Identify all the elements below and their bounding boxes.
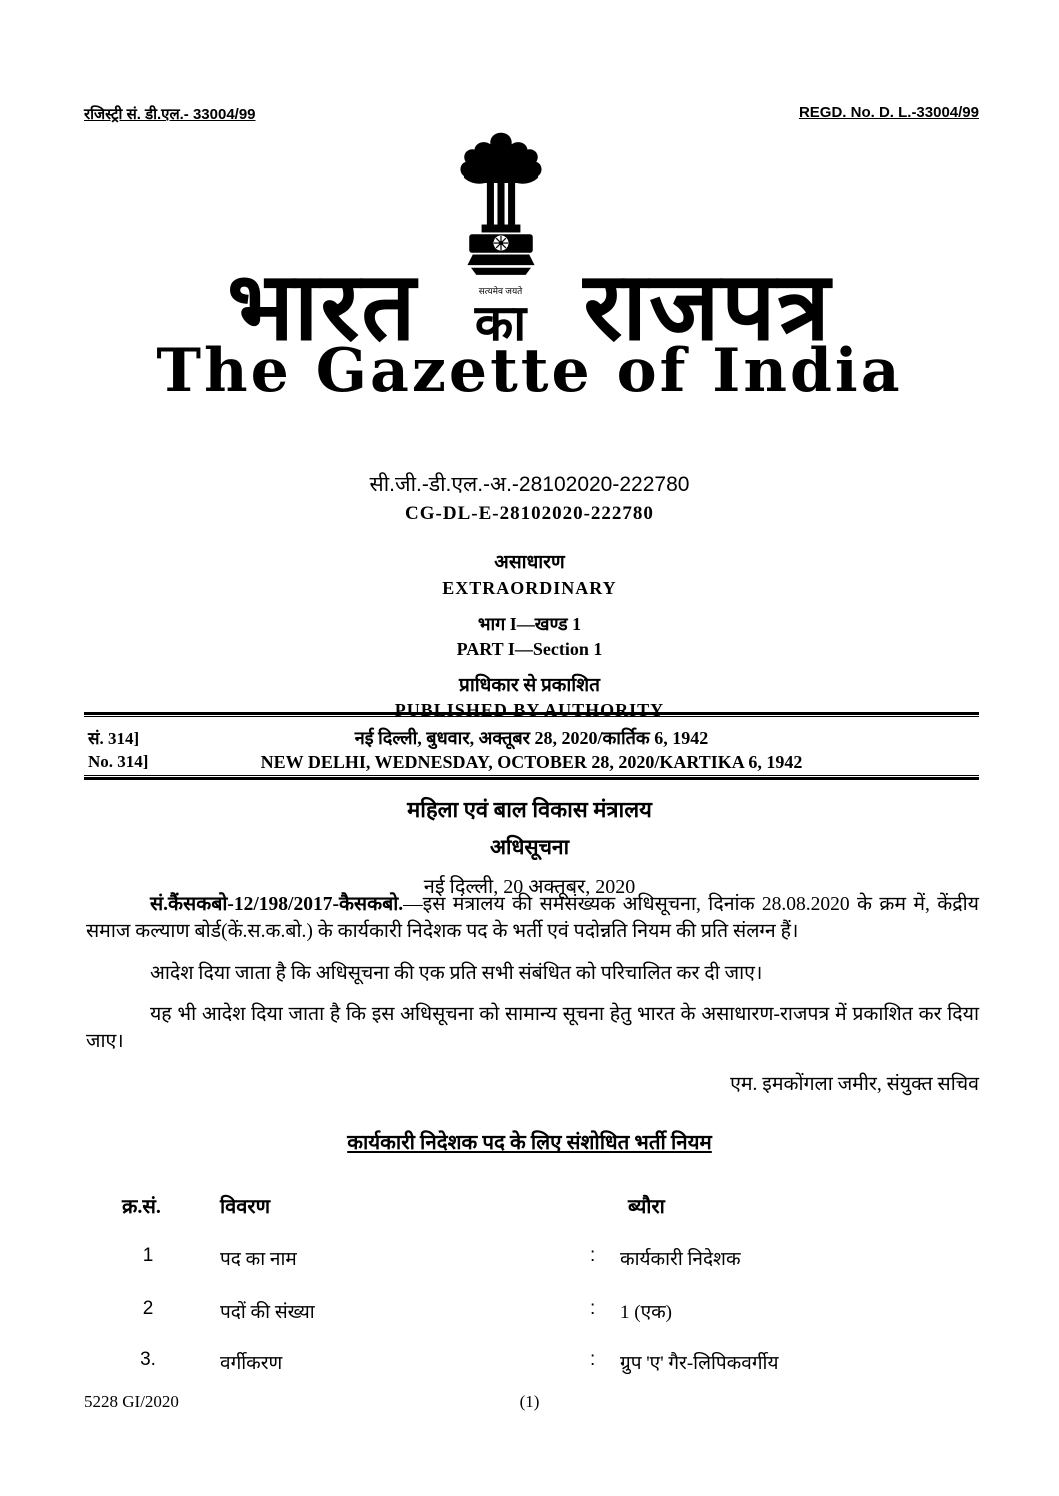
row-serial: 2 <box>142 1298 154 1319</box>
row-serial: 3. <box>140 1349 156 1370</box>
masthead <box>0 138 1059 361</box>
masthead-title-hindi-right: राजपत्र <box>583 254 832 361</box>
print-code: 5228 GI/2020 <box>84 1392 179 1411</box>
emblem-motto: सत्यमेव जयते <box>478 286 523 296</box>
rules-table <box>84 1192 979 1402</box>
part-section-hindi: भाग I—खण्ड 1 <box>477 614 582 634</box>
notification-body <box>86 892 979 1098</box>
masthead-title-hindi-left: भारत <box>227 254 418 361</box>
extraordinary-english: EXTRAORDINARY <box>442 578 617 598</box>
table-row <box>84 1245 979 1271</box>
masthead-title-hindi-middle: का <box>474 295 527 351</box>
header-detail: ब्यौरा <box>628 1196 665 1218</box>
gazette-code-english: CG-DL-E-28102020-222780 <box>405 503 654 524</box>
double-rule-bottom <box>84 775 979 780</box>
extraordinary-hindi: असाधारण <box>494 552 565 573</box>
paragraph-1 <box>86 892 979 946</box>
row-detail: कार्यकारी निदेशक <box>620 1249 741 1270</box>
paragraph-2: आदेश दिया जाता है कि अधिसूचना की एक प्रति सभी संबंधित को परिचालित कर दी जाए। <box>150 962 763 984</box>
gazette-code-hindi: सी.जी.-डी.एल.-अ.-28102020-222780 <box>369 473 690 496</box>
header-description: विवरण <box>220 1196 271 1218</box>
part-section-english: PART I—Section 1 <box>456 639 603 659</box>
masthead-emblem-column <box>436 131 566 351</box>
issue-line-hindi <box>84 726 979 750</box>
header-serial: क्र.सं. <box>122 1196 161 1218</box>
ministry-block <box>0 794 1059 899</box>
issue-number-english: No. 314] <box>88 752 149 771</box>
row-detail: ग्रुप 'ए' गैर-लिपिकवर्गीय <box>620 1353 779 1374</box>
row-description: वर्गीकरण <box>220 1353 283 1374</box>
row-detail: 1 (एक) <box>620 1302 673 1323</box>
authority-english: PUBLISHED BY AUTHORITY <box>394 700 665 720</box>
row-description: पद का नाम <box>220 1249 297 1270</box>
paragraph-1-text: —इस मंत्रालय की समसंख्यक अधिसूचना, दिनांक 28.08.2020 के क्रम में, केंद्रीय समाज कल्याण बोर्ड(कें.स.क.बो.) के कार्यकारी निदेशक पद के भर्ती एवं पदोन्नति नियम की प्रति संलग्न हैं। <box>86 894 979 942</box>
registration-row <box>84 104 979 124</box>
registration-number-hindi: रजिस्ट्री सं. डी.एल.- 33004/99 <box>84 106 256 123</box>
ministry-name: महिला एवं बाल विकास मंत्रालय <box>407 797 652 822</box>
issue-meta <box>0 548 1059 721</box>
national-emblem-icon <box>445 131 557 286</box>
masthead-title-english: The Gazette of India <box>156 336 903 406</box>
gazette-codes <box>0 470 1059 525</box>
row-separator: : <box>590 1245 596 1266</box>
double-rule-top <box>84 712 979 717</box>
row-description: पदों की संख्या <box>220 1302 315 1323</box>
notification-type: अधिसूचना <box>489 835 570 859</box>
table-header-row <box>84 1192 979 1218</box>
issue-date-hindi: नई दिल्ली, बुधवार, अक्तूबर 28, 2020/कार्तिक 6, 1942 <box>354 728 709 748</box>
row-separator: : <box>590 1349 596 1370</box>
issue-number-hindi: सं. 314] <box>88 729 140 748</box>
issue-line-english <box>84 752 979 773</box>
notification-place-date: नई दिल्ली, 20 अक्तूबर, 2020 <box>423 876 636 898</box>
issue-date-english: NEW DELHI, WEDNESDAY, OCTOBER 28, 2020/KARTIKA 6, 1942 <box>260 752 803 772</box>
registration-number-english: REGD. No. D. L.-33004/99 <box>798 104 979 121</box>
row-serial: 1 <box>142 1245 154 1266</box>
paragraph-3: यह भी आदेश दिया जाता है कि इस अधिसूचना को सामान्य सूचना हेतु भारत के असाधारण-राजपत्र में प्रकाशित कर दिया जाए। <box>86 1003 979 1052</box>
rules-heading: कार्यकारी निदेशक पद के लिए संशोधित भर्ती नियम <box>347 1132 712 1154</box>
table-row <box>84 1298 979 1324</box>
page-number: (1) <box>519 1392 540 1411</box>
table-row <box>84 1349 979 1375</box>
signatory: एम. इमकोंगला जमीर, संयुक्त सचिव <box>730 1073 979 1095</box>
row-separator: : <box>590 1298 596 1319</box>
authority-hindi: प्राधिकार से प्रकाशित <box>459 675 600 696</box>
file-number: सं.कैंसकबो-12/198/2017-कैसकबो. <box>150 894 404 915</box>
